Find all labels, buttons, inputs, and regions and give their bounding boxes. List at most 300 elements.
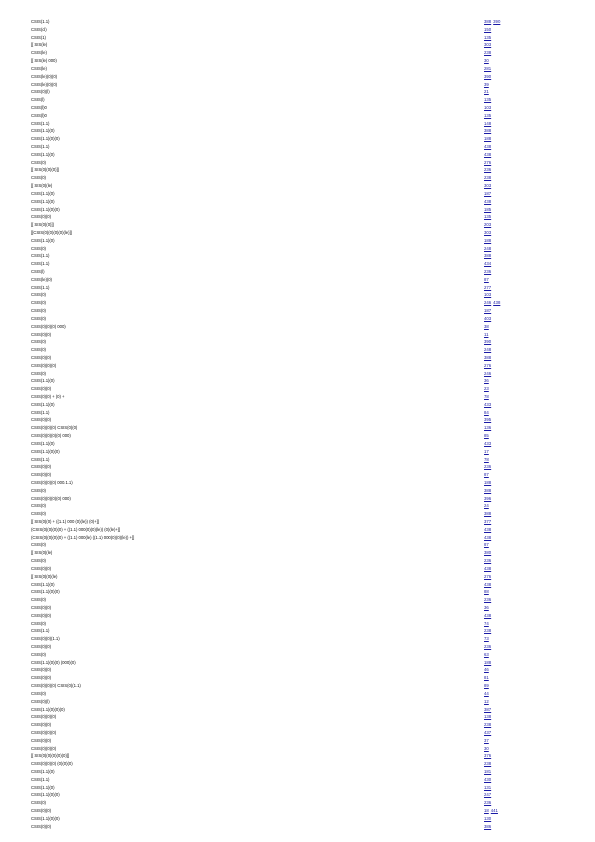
entry-pages: [484, 198, 493, 206]
index-entry: [31, 518, 519, 526]
entry-label: CSIS(1.1): [31, 284, 50, 290]
index-entry: [31, 526, 519, 534]
page-link[interactable]: 388: [484, 354, 492, 360]
page-link[interactable]: 30: [484, 745, 489, 751]
index-entry: [31, 96, 519, 104]
entry-label: CSIS(1): [31, 34, 46, 40]
page-link[interactable]: 81: [484, 675, 489, 681]
index-entry: [31, 463, 519, 471]
entry-pages: [484, 549, 493, 557]
page-link[interactable]: 388: [484, 19, 492, 24]
entry-label: CSIS(0)(0): [31, 808, 52, 814]
index-entry: [31, 127, 519, 135]
entry-pages: [484, 706, 493, 714]
entry-label: CSIS(cl): [31, 26, 47, 32]
entry-pages: [484, 752, 493, 760]
page-link[interactable]: 390: [484, 73, 492, 79]
entry-pages: [484, 182, 493, 190]
page-link[interactable]: 11: [484, 331, 489, 337]
entry-pages: [484, 737, 491, 745]
index-entry: [31, 237, 519, 245]
page-link[interactable]: 438: [484, 144, 492, 149]
page-link[interactable]: 303: [484, 183, 492, 189]
page-link[interactable]: 248: [484, 347, 492, 353]
index-entry: [31, 768, 519, 776]
page-link[interactable]: 388: [484, 128, 492, 134]
page-link[interactable]: 23: [484, 386, 489, 392]
page-link[interactable]: 388: [484, 487, 492, 493]
entry-pages: [484, 823, 493, 831]
page-link[interactable]: 238: [484, 628, 492, 634]
index-entry: [31, 627, 519, 635]
entry-pages: [484, 635, 491, 643]
page-link[interactable]: 188: [484, 659, 492, 665]
entry-label: (CSIS(0)(0)(0)(0) + ((1.1) 000(le) ((1.1) 000(0)(0)(le)) +]]: [31, 534, 135, 540]
entry-label: CSIS(0)(l): [31, 89, 50, 95]
page-link[interactable]: 438: [484, 151, 492, 157]
index-entry: [31, 385, 519, 393]
index-entry: [31, 713, 519, 721]
entry-pages: [484, 65, 493, 73]
index-entry: [31, 666, 519, 674]
page-link[interactable]: 36: [484, 604, 489, 610]
entry-pages: [484, 627, 493, 635]
page-link[interactable]: 277: [484, 284, 492, 290]
index-entry: [31, 823, 519, 831]
entry-pages: [484, 502, 491, 510]
index-entry: [31, 432, 519, 440]
entry-pages: [484, 291, 493, 299]
entry-label: CSIS(1.1)(0)(0): [31, 792, 60, 798]
entry-pages: [484, 745, 491, 753]
entry-pages: [484, 448, 491, 456]
entry-label: CSIS(0): [31, 503, 46, 509]
entry-pages: [484, 393, 491, 401]
entry-pages: [484, 385, 491, 393]
entry-pages: [484, 377, 491, 385]
entry-label: CSIS(l): [31, 97, 45, 103]
page-link[interactable]: 438: [484, 526, 492, 532]
index-entry: [31, 682, 519, 690]
entry-pages: [484, 237, 493, 245]
page-link[interactable]: 403: [484, 315, 492, 321]
entry-pages: [484, 284, 493, 292]
entry-pages: [484, 73, 493, 81]
page-link[interactable]: 203: [484, 222, 492, 228]
entry-pages: [484, 143, 493, 151]
entry-label: CSIS(0)(0)(0) (0)(0)(0): [31, 761, 73, 767]
index-entry: [31, 791, 519, 799]
entry-label: CSIS(1.1): [31, 19, 50, 24]
page-link[interactable]: 236: [484, 558, 492, 564]
page-link[interactable]: 135: [484, 97, 492, 103]
page-link[interactable]: 236: [484, 269, 492, 274]
entry-label: CSIS(0)(0): [31, 604, 52, 610]
entry-label: CSIS(0)(0) + (0) +: [31, 394, 65, 399]
page-link[interactable]: 63: [484, 651, 489, 657]
page-link[interactable]: 188: [484, 136, 492, 142]
page-link[interactable]: 387: [484, 706, 492, 712]
page-link[interactable]: 84: [484, 409, 489, 415]
entry-label: CSIS(1.1)(0): [31, 151, 55, 157]
page-link[interactable]: 74: [484, 620, 489, 626]
page-link[interactable]: 236: [484, 167, 492, 173]
entry-label: CSIS(1.1): [31, 261, 50, 267]
page-link[interactable]: 21: [484, 89, 489, 95]
page-link[interactable]: 303: [484, 229, 492, 235]
page-link[interactable]: 276: [484, 362, 492, 368]
entry-pages: [484, 88, 491, 96]
page-link[interactable]: 185: [484, 206, 492, 212]
entry-label: CSIS(1.1)(0): [31, 440, 55, 446]
index-entry: [31, 370, 519, 378]
entry-label: CSIS(0): [31, 620, 46, 626]
entry-label: CSIS(0): [31, 487, 46, 493]
entry-pages: [484, 362, 493, 370]
page-link[interactable]: 433: [484, 401, 492, 407]
entry-label: CSIS(0)(l): [31, 698, 50, 704]
index-entry: [31, 698, 519, 706]
entry-pages: [484, 674, 491, 682]
entry-label: CSIS(0): [31, 651, 46, 657]
page-link[interactable]: 390: [493, 19, 501, 24]
page-link[interactable]: 103: [484, 104, 492, 110]
index-entry: [31, 159, 519, 167]
page-link[interactable]: 85: [484, 433, 489, 439]
index-entry: [31, 49, 519, 57]
page-link[interactable]: 438: [484, 612, 492, 618]
page-link[interactable]: 188: [484, 479, 492, 485]
entry-pages: [484, 682, 491, 690]
index-entry: [31, 362, 519, 370]
index-entry: [31, 534, 519, 542]
index-entry: [31, 643, 519, 651]
index-entry: [31, 81, 519, 89]
entry-label: CSIS(1.1): [31, 409, 50, 415]
index-entry: [31, 331, 519, 339]
entry-label: CSIS(0): [31, 159, 46, 165]
entry-label: [[ SIS(0)(0) + ((1.1) 000 (0)(le)) (0)+]]: [31, 519, 99, 524]
page-link[interactable]: 238: [484, 761, 492, 767]
page-link[interactable]: 88: [484, 589, 489, 595]
entry-label: [[ SIS(0)(0)]]: [31, 222, 54, 228]
entry-pages: [484, 557, 493, 565]
index-entry: [31, 737, 519, 745]
index-entry: [31, 745, 519, 753]
entry-label: CSIS(le): [31, 65, 47, 71]
index-entry: [31, 596, 519, 604]
index-entry: [31, 213, 519, 221]
page-link[interactable]: 377: [484, 519, 492, 524]
entry-label: CSIS(1.1)(0): [31, 237, 55, 243]
entry-pages: [484, 487, 493, 495]
index-entry: [31, 182, 519, 190]
entry-label: CSIS(0)(0)(0): [31, 362, 57, 368]
page-link[interactable]: 73: [484, 636, 489, 642]
entry-label: CSIS(0)(0)(0): [31, 714, 57, 720]
page-link[interactable]: 281: [484, 65, 492, 71]
page-link[interactable]: 12: [484, 698, 489, 704]
entry-label: CSIS(1.1)(0): [31, 581, 55, 587]
entry-pages: [484, 526, 493, 534]
entry-pages: [484, 26, 493, 34]
entry-pages: [484, 18, 502, 26]
index-entry: [31, 549, 519, 557]
entry-label: CSIS(0)(0): [31, 737, 52, 743]
page-link[interactable]: 181: [484, 769, 492, 774]
entry-label: CSIS(0)(0): [31, 331, 52, 337]
index-entry: [31, 104, 519, 112]
entry-pages: [484, 729, 493, 737]
entry-pages: [484, 456, 491, 464]
page-link[interactable]: 434: [484, 261, 492, 267]
page-link[interactable]: 38: [484, 323, 489, 329]
index-entry: [31, 784, 519, 792]
entry-label: CSIS(0)(0)(1.1): [31, 636, 60, 642]
page-link[interactable]: 17: [484, 448, 489, 454]
entry-label: CSIS(0)(0): [31, 667, 52, 673]
page-link[interactable]: 438: [484, 534, 492, 540]
entry-pages: [484, 495, 493, 503]
entry-pages: [484, 135, 493, 143]
page-link[interactable]: 187: [484, 190, 492, 196]
entry-label: CSIS(1.1)(0)(0): [31, 448, 60, 454]
index-entry: [31, 73, 519, 81]
entry-pages: [484, 331, 490, 339]
page-link[interactable]: 437: [484, 729, 492, 735]
page-link[interactable]: 276: [484, 159, 492, 165]
index-entry: [31, 291, 519, 299]
entry-label: CSIS(0)(0)(0) CSIS(0)(1.1): [31, 683, 81, 689]
page-link[interactable]: 46: [484, 667, 489, 673]
page-link[interactable]: 18: [484, 808, 489, 814]
index-entry: [31, 135, 519, 143]
page-link[interactable]: 246: [484, 370, 492, 376]
index-entry: [31, 206, 519, 214]
entry-pages: [484, 479, 493, 487]
page-link[interactable]: 24: [484, 503, 489, 509]
page-link[interactable]: 388: [484, 253, 492, 259]
index-entry: [31, 354, 519, 362]
page-link[interactable]: 433: [484, 440, 492, 446]
entry-label: CSIS(le)(0)(0): [31, 73, 58, 79]
page-link[interactable]: 238: [484, 50, 492, 56]
page-link[interactable]: 87: [484, 276, 489, 282]
index-entry: [31, 112, 519, 120]
entry-label: CSIS(0)(0)(0): [31, 729, 57, 735]
page-link[interactable]: 388: [484, 511, 492, 517]
page-link[interactable]: 390: [484, 339, 492, 345]
index-entry: [31, 729, 519, 737]
entry-pages: [484, 57, 491, 65]
page-link[interactable]: 441: [490, 808, 498, 814]
page-link[interactable]: 247: [484, 792, 492, 798]
page-link[interactable]: 430: [484, 776, 492, 782]
page-link[interactable]: 236: [484, 644, 492, 649]
page-link[interactable]: 87: [484, 472, 489, 478]
index-list: [31, 18, 519, 831]
entry-pages: [484, 666, 491, 674]
page-link[interactable]: 30: [484, 58, 489, 64]
entry-pages: [484, 213, 493, 221]
index-entry: [31, 260, 519, 268]
entry-pages: [484, 659, 493, 667]
page-link[interactable]: 103: [484, 292, 492, 298]
entry-label: CSIS(1.1)(0): [31, 769, 55, 774]
page-link[interactable]: 438: [484, 581, 492, 587]
index-entry: [31, 635, 519, 643]
index-entry: [31, 198, 519, 206]
index-entry: [31, 229, 519, 237]
entry-label: CSIS(0)(0)(0)(0) 000): [31, 495, 71, 501]
page-link[interactable]: 236: [484, 464, 492, 470]
entry-pages: [484, 190, 493, 198]
entry-label: CSIS(1.1)(0): [31, 190, 55, 196]
entry-pages: [484, 643, 493, 651]
page-link[interactable]: 37: [484, 737, 489, 743]
index-entry: [31, 174, 519, 182]
page-link[interactable]: 78: [484, 394, 489, 399]
entry-pages: [484, 299, 502, 307]
index-entry: [31, 151, 519, 159]
index-entry: [31, 502, 519, 510]
entry-pages: [484, 573, 493, 581]
page-link[interactable]: 236: [484, 597, 492, 603]
page-link[interactable]: 396: [484, 495, 492, 501]
entry-pages: [484, 268, 493, 276]
index-entry: [31, 776, 519, 784]
index-entry: [31, 651, 519, 659]
page-link[interactable]: 89: [484, 683, 489, 689]
index-entry: [31, 510, 519, 518]
entry-label: CSIS(1.1): [31, 120, 50, 126]
page-link[interactable]: 438: [484, 565, 492, 571]
page-link[interactable]: 78: [484, 456, 489, 462]
page-link[interactable]: 438: [493, 300, 501, 306]
entry-pages: [484, 432, 491, 440]
entry-label: CSIS(0)(0): [31, 464, 52, 470]
entry-pages: [484, 581, 493, 589]
entry-label: CSIS(0)(0): [31, 354, 52, 360]
page-link[interactable]: 44: [484, 690, 489, 696]
entry-label: CSIS(1.1)(0): [31, 198, 55, 204]
page-link[interactable]: 39: [484, 81, 489, 87]
page-link[interactable]: 238: [484, 722, 492, 728]
page-link[interactable]: 246: [484, 300, 492, 306]
index-entry: [31, 190, 519, 198]
page-link[interactable]: 303: [484, 42, 492, 48]
entry-pages: [484, 690, 491, 698]
entry-label: CSIS(0): [31, 245, 46, 251]
entry-pages: [484, 768, 493, 776]
entry-label: CSIS(1.1)(0): [31, 784, 55, 790]
entry-pages: [484, 370, 493, 378]
page-link[interactable]: 130: [484, 815, 492, 821]
entry-pages: [484, 799, 493, 807]
index-entry: [31, 581, 519, 589]
page-link[interactable]: 376: [484, 753, 492, 759]
page-link[interactable]: 395: [484, 417, 492, 423]
entry-label: CSIS(1.1)(0)(0)(0): [31, 706, 65, 712]
page-link[interactable]: 238: [484, 175, 492, 181]
page-link[interactable]: 438: [484, 198, 492, 204]
index-entry: [31, 440, 519, 448]
index-entry: [31, 166, 519, 174]
entry-label: CSIS(0): [31, 370, 46, 376]
entry-label: CSIS(0): [31, 597, 46, 603]
page-link[interactable]: 136: [484, 425, 492, 431]
entry-pages: [484, 815, 493, 823]
page-link[interactable]: 236: [484, 800, 492, 806]
entry-pages: [484, 252, 493, 260]
page-link[interactable]: 150: [484, 26, 492, 32]
entry-pages: [484, 401, 493, 409]
index-entry: [31, 65, 519, 73]
index-entry: [31, 307, 519, 315]
entry-label: CSIS(0)(0): [31, 722, 52, 728]
entry-label: CSIS(0): [31, 292, 46, 298]
index-entry: [31, 495, 519, 503]
entry-label: CSIS(0)(0): [31, 612, 52, 618]
entry-label: CSIS(1.1)(0)(0) (000)(0): [31, 659, 76, 665]
index-entry: [31, 284, 519, 292]
entry-pages: [484, 651, 491, 659]
entry-label: CSIS(0)(0)(0) CSIS(0)(0): [31, 425, 78, 431]
entry-label: (CSIS(0)(0)(0)(0) + ((1.1) 000(0)(0)(le)) (0)(le)+]]: [31, 526, 121, 532]
index-entry: [31, 252, 519, 260]
index-entry: [31, 41, 519, 49]
page-link[interactable]: 36: [484, 378, 489, 384]
page-link[interactable]: 135: [484, 214, 492, 220]
page-link[interactable]: 135: [484, 112, 492, 118]
page-link[interactable]: 380: [484, 550, 492, 556]
page-link[interactable]: 148: [484, 120, 492, 126]
entry-pages: [484, 346, 493, 354]
page-link[interactable]: 187: [484, 308, 492, 314]
entry-pages: [484, 620, 491, 628]
entry-pages: [484, 784, 493, 792]
entry-pages: [484, 534, 493, 542]
index-entry: [31, 815, 519, 823]
index-entry: [31, 346, 519, 354]
index-entry: [31, 416, 519, 424]
index-entry: [31, 393, 519, 401]
entry-label: CSIS(0): [31, 315, 46, 321]
page-link[interactable]: 276: [484, 573, 492, 579]
index-entry: [31, 752, 519, 760]
entry-pages: [484, 41, 493, 49]
entry-label: CSIS(le): [31, 50, 47, 56]
page-link[interactable]: 87: [484, 542, 489, 548]
page-link[interactable]: 386: [484, 823, 492, 829]
page-link[interactable]: 248: [484, 245, 492, 251]
index-entry: [31, 573, 519, 581]
page-link[interactable]: 188: [484, 237, 492, 243]
entry-pages: [484, 159, 493, 167]
entry-label: CSIS(1.1): [31, 253, 50, 259]
page-link[interactable]: 131: [484, 784, 492, 790]
entry-pages: [484, 807, 500, 815]
entry-label: CSIS(0)(0): [31, 386, 52, 392]
entry-label: CSIS(1.1)(0)(0): [31, 136, 60, 142]
entry-label: CSIS(0)(0)(0) 000.1.1): [31, 479, 73, 485]
entry-label: CSIS(0): [31, 800, 46, 806]
page-link[interactable]: 138: [484, 714, 492, 720]
entry-label: CSIS(0)(0): [31, 214, 52, 220]
entry-pages: [484, 229, 493, 237]
index-entry: [31, 604, 519, 612]
page-link[interactable]: 135: [484, 34, 492, 40]
